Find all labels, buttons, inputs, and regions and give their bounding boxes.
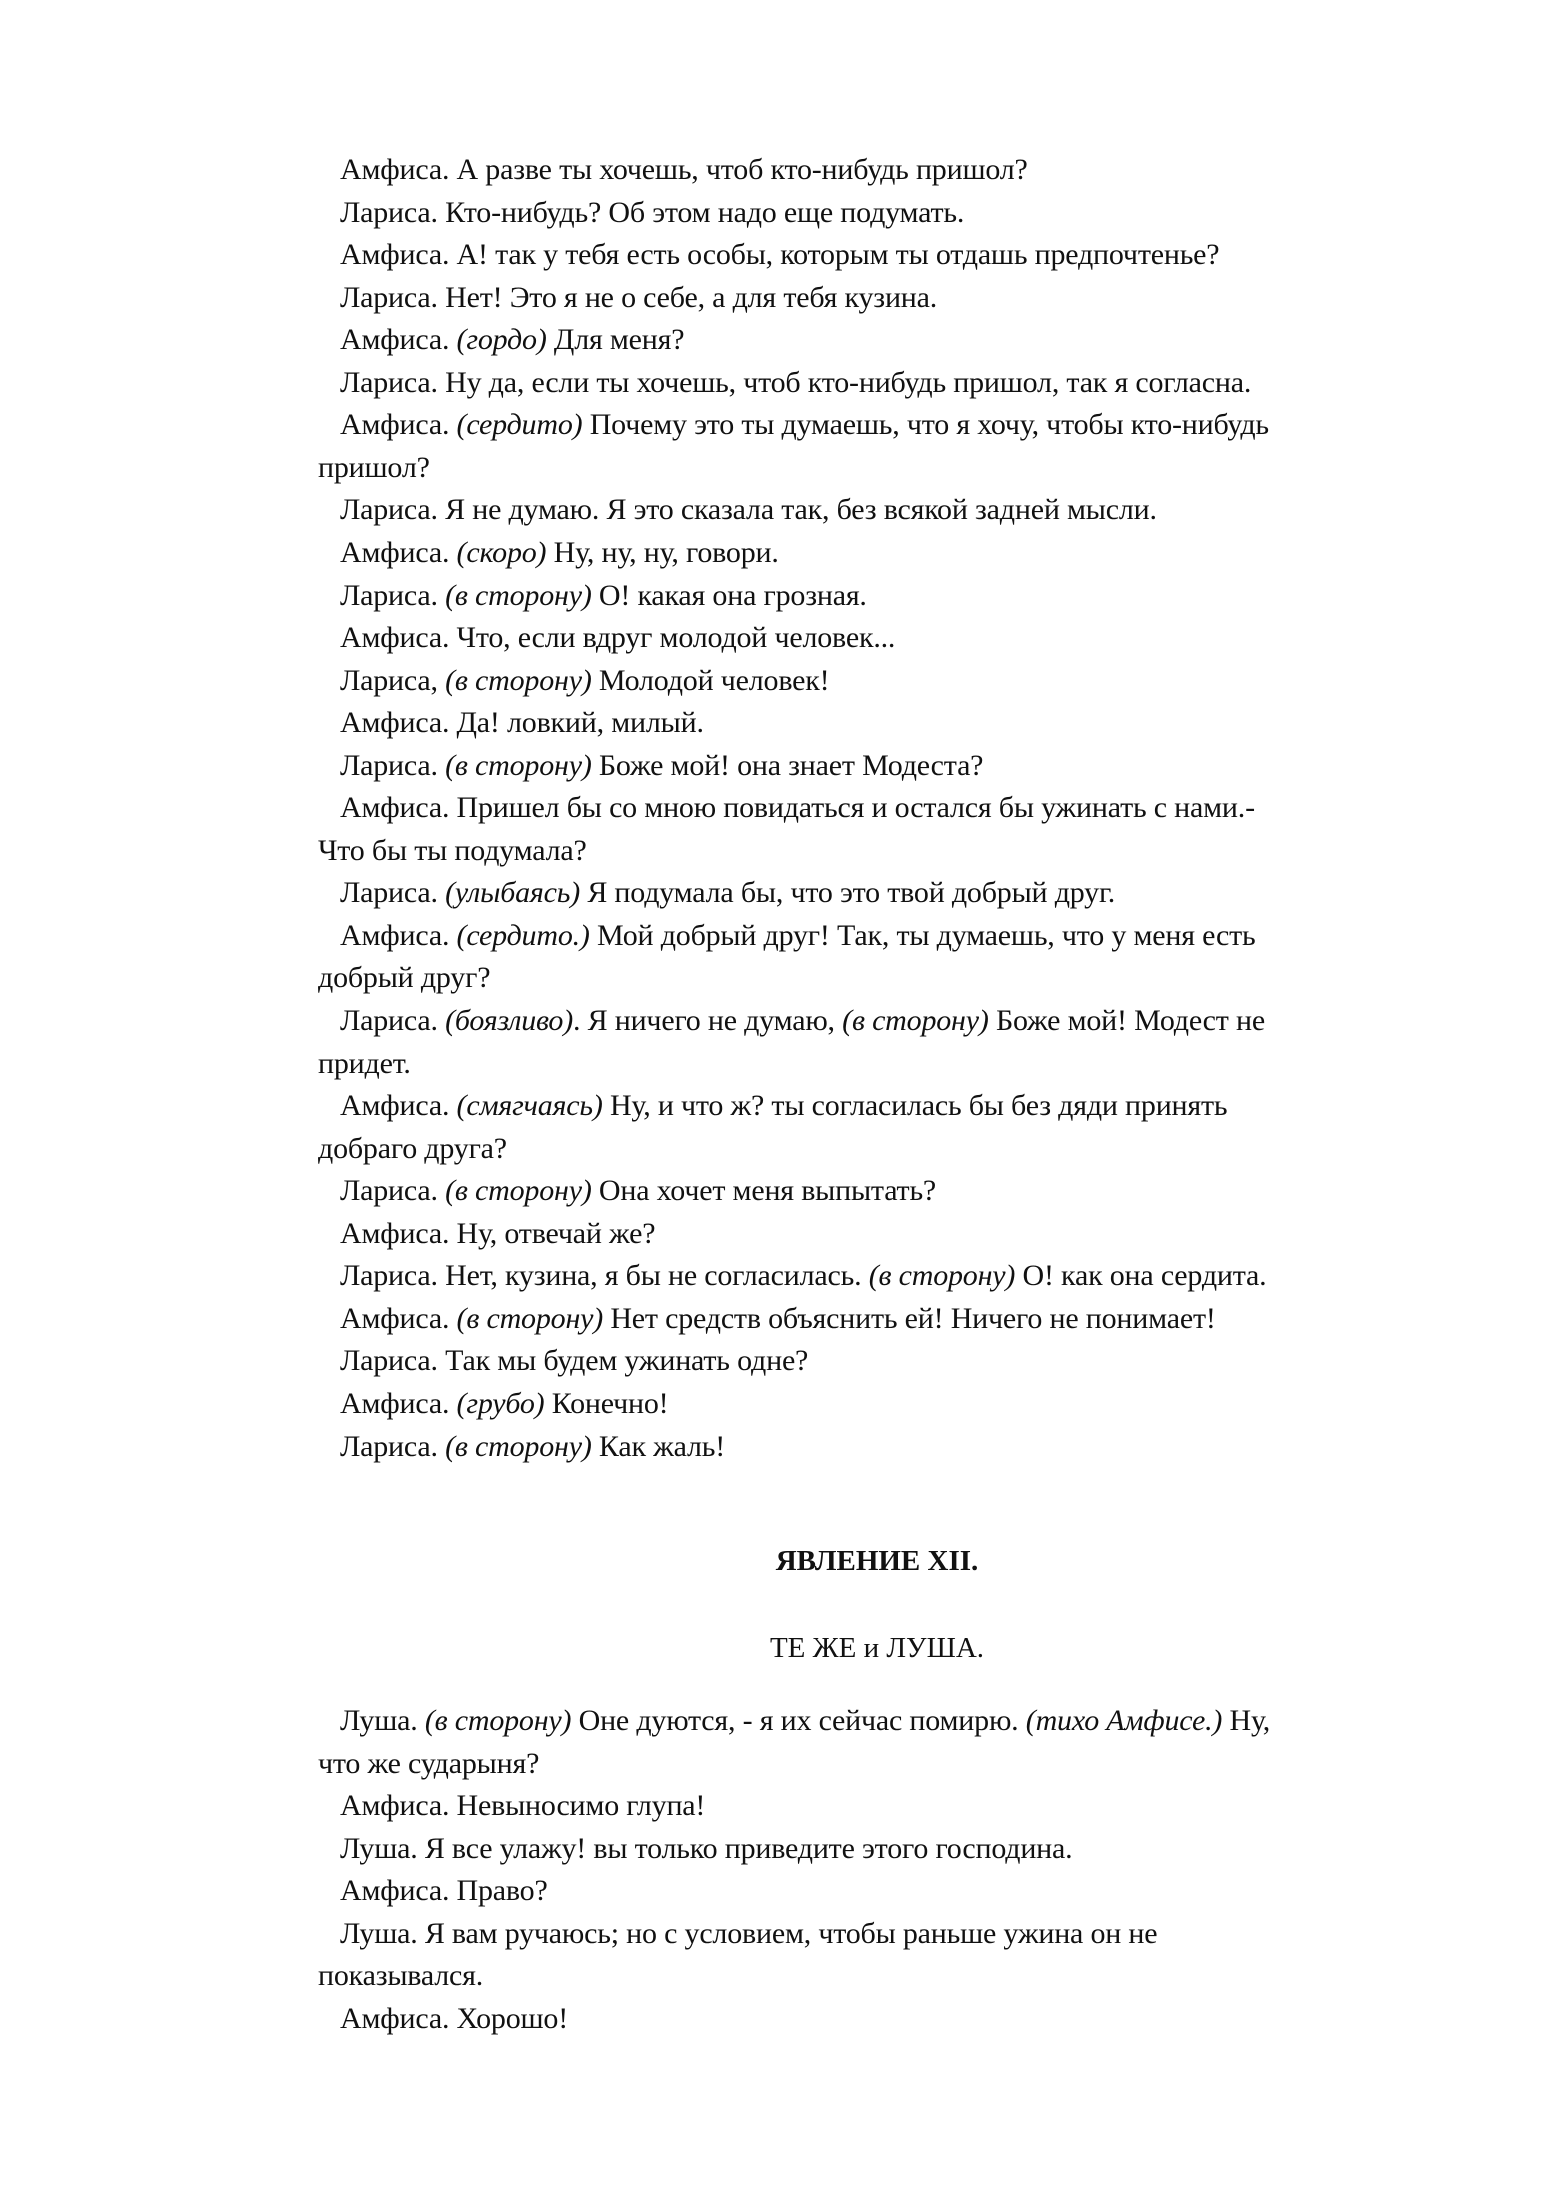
- dialogue-line: [340, 1383, 668, 1425]
- dialogue-text: Амфиса. А! так у тебя есть особы, которым ты отдашь предпочтенье?: [340, 238, 1220, 271]
- dialogue-line-continuation: [318, 1955, 483, 1997]
- dialogue-line: [340, 1828, 1072, 1870]
- dialogue-line: [340, 1000, 1265, 1042]
- dialogue-line: [340, 319, 684, 361]
- dialogue-text: Амфиса. Пришел бы со мною повидаться и остался бы ужинать с нами.-: [340, 791, 1255, 824]
- dialogue-text: О! как она сердита.: [1015, 1259, 1267, 1292]
- dialogue-text: Луша. Я вам ручаюсь; но с условием, чтобы раньше ужина он не: [340, 1917, 1158, 1950]
- dialogue-text: Она хочет меня выпытать?: [591, 1174, 937, 1207]
- dialogue-text: Конечно!: [544, 1387, 669, 1420]
- dialogue-text: Что бы ты подумала?: [318, 834, 587, 867]
- stage-direction: (тихо Амфисе.): [1025, 1704, 1223, 1737]
- dialogue-text: Амфиса. Да! ловкий, милый.: [340, 706, 704, 739]
- dialogue-text: Лариса. Нет! Это я не о себе, а для тебя кузина.: [340, 281, 938, 314]
- dialogue-line-continuation: [318, 1743, 539, 1785]
- dialogue-text: Лариса.: [340, 1004, 446, 1037]
- dialogue-text: Амфиса.: [340, 1387, 457, 1420]
- dialogue-text: Лариса. Я не думаю. Я это сказала так, без всякой задней мысли.: [340, 493, 1157, 526]
- dialogue-line: [340, 1700, 1270, 1742]
- dialogue-line: [340, 1298, 1216, 1340]
- dialogue-text: Ну, ну, ну, говори.: [546, 536, 779, 569]
- dialogue-text: Лариса.: [340, 1430, 446, 1463]
- dialogue-line: [340, 1340, 808, 1382]
- dialogue-text: Амфиса. Право?: [340, 1874, 548, 1907]
- dialogue-text: Лариса.: [340, 749, 446, 782]
- dialogue-line: [340, 489, 1157, 531]
- stage-direction: (в сторону): [424, 1704, 572, 1737]
- dialogue-text: что же сударыня?: [318, 1747, 540, 1780]
- dialogue-line-continuation: [318, 1128, 507, 1170]
- dialogue-line: [340, 702, 704, 744]
- dialogue-line: [340, 915, 1256, 957]
- dialogue-line: [340, 362, 1251, 404]
- dialogue-line-continuation: [318, 447, 430, 489]
- dialogue-text: Лариса. Кто-нибудь? Об этом надо еще подумать.: [340, 196, 965, 229]
- dialogue-text: Почему это ты думаешь, что я хочу, чтобы кто-нибудь: [582, 408, 1269, 441]
- dialogue-line: [340, 660, 829, 702]
- dialogue-text: Амфиса.: [340, 919, 457, 952]
- dialogue-text: Ну, и что ж? ты согласилась бы без дяди принять: [602, 1089, 1228, 1122]
- stage-direction: (в сторону): [456, 1302, 604, 1335]
- dialogue-line: [340, 1870, 548, 1912]
- dialogue-line: [340, 149, 1028, 191]
- stage-direction: (грубо): [456, 1387, 545, 1420]
- dialogue-text: Луша.: [340, 1704, 425, 1737]
- dialogue-line: [340, 1213, 655, 1255]
- dialogue-text: Лариса. Ну да, если ты хочешь, чтоб кто-нибудь пришол, так я согласна.: [340, 366, 1252, 399]
- stage-direction: (смягчаясь): [456, 1089, 603, 1122]
- dialogue-text: Лариса. Так мы будем ужинать одне?: [340, 1344, 809, 1377]
- dialogue-line: [340, 1170, 936, 1212]
- dialogue-text: добраго друга?: [318, 1132, 507, 1165]
- dialogue-line: [340, 787, 1255, 829]
- stage-direction: (боязливо): [445, 1004, 574, 1037]
- stage-direction: (сердито.): [456, 919, 590, 952]
- dialogue-line: [340, 532, 779, 574]
- dialogue-text: Амфиса.: [340, 408, 457, 441]
- dialogue-line: [340, 192, 964, 234]
- dialogue-text: О! какая она грозная.: [591, 579, 867, 612]
- dialogue-line-continuation: [318, 957, 490, 999]
- dialogue-line: [340, 745, 983, 787]
- stage-direction: (в сторону): [445, 664, 592, 697]
- dialogue-line: [340, 575, 867, 617]
- dialogue-line: [340, 617, 895, 659]
- dialogue-text: Амфиса. Ну, отвечай же?: [340, 1217, 656, 1250]
- dialogue-text: Амфиса.: [340, 1302, 457, 1335]
- scene-characters: ТЕ ЖЕ и ЛУША.: [769, 1632, 985, 1664]
- dialogue-text: Оне дуются, - я их сейчас помирю.: [571, 1704, 1026, 1737]
- dialogue-text: . Я ничего не думаю,: [573, 1004, 843, 1037]
- dialogue-text: Мой добрый друг! Так, ты думаешь, что у меня есть: [589, 919, 1256, 952]
- dialogue-line: [340, 404, 1269, 446]
- dialogue-line-continuation: [318, 830, 587, 872]
- dialogue-line: [340, 1085, 1227, 1127]
- dialogue-text: Лариса.: [340, 1174, 446, 1207]
- stage-direction: (в сторону): [445, 1430, 592, 1463]
- stage-direction: (сердито): [456, 408, 583, 441]
- dialogue-text: Амфиса.: [340, 323, 457, 356]
- dialogue-text: Лариса.: [340, 876, 446, 909]
- stage-direction: (скоро): [456, 536, 547, 569]
- dialogue-line: [340, 1426, 725, 1468]
- dialogue-text: добрый друг?: [318, 961, 491, 994]
- dialogue-text: Луша. Я все улажу! вы только приведите этого господина.: [340, 1832, 1073, 1865]
- dialogue-text: Ну,: [1222, 1704, 1271, 1737]
- stage-direction: (в сторону): [842, 1004, 989, 1037]
- dialogue-text: Амфиса. Невыносимо глупа!: [340, 1789, 706, 1822]
- dialogue-text: Нет средств объяснить ей! Ничего не понимает!: [603, 1302, 1216, 1335]
- dialogue-text: Я подумала бы, что это твой добрый друг.: [580, 876, 1115, 909]
- dialogue-text: Амфиса. Что, если вдруг молодой человек...: [340, 621, 896, 654]
- stage-direction: (в сторону): [445, 1174, 592, 1207]
- dialogue-text: Боже мой! она знает Модеста?: [591, 749, 984, 782]
- stage-direction: (гордо): [456, 323, 547, 356]
- dialogue-text: Амфиса.: [340, 536, 457, 569]
- dialogue-text: Для меня?: [546, 323, 685, 356]
- dialogue-line: [340, 1998, 568, 2040]
- stage-direction: (улыбаясь): [445, 876, 581, 909]
- dialogue-text: придет.: [318, 1047, 411, 1080]
- dialogue-line: [340, 234, 1219, 276]
- dialogue-text: Амфиса.: [340, 1089, 457, 1122]
- dialogue-text: Боже мой! Модест не: [988, 1004, 1265, 1037]
- dialogue-text: Лариса,: [340, 664, 446, 697]
- dialogue-text: Амфиса. Хорошо!: [340, 2002, 569, 2035]
- dialogue-text: пришол?: [318, 451, 430, 484]
- stage-direction: (в сторону): [868, 1259, 1016, 1292]
- dialogue-line: [340, 1913, 1157, 1955]
- dialogue-text: Молодой человек!: [591, 664, 830, 697]
- stage-direction: (в сторону): [445, 749, 592, 782]
- dialogue-text: Лариса. Нет, кузина, я бы не согласилась.: [340, 1259, 869, 1292]
- dialogue-text: Как жаль!: [591, 1430, 726, 1463]
- stage-direction: (в сторону): [445, 579, 592, 612]
- dialogue-line: [340, 1255, 1266, 1297]
- dialogue-text: Амфиса. А разве ты хочешь, чтоб кто-нибудь пришол?: [340, 153, 1028, 186]
- scene-title: ЯВЛЕНИЕ XII.: [775, 1545, 979, 1577]
- dialogue-line: [340, 872, 1115, 914]
- dialogue-line: [340, 277, 937, 319]
- dialogue-line-continuation: [318, 1043, 411, 1085]
- dialogue-line: [340, 1785, 705, 1827]
- dialogue-text: Лариса.: [340, 579, 446, 612]
- dialogue-text: показывался.: [318, 1959, 484, 1992]
